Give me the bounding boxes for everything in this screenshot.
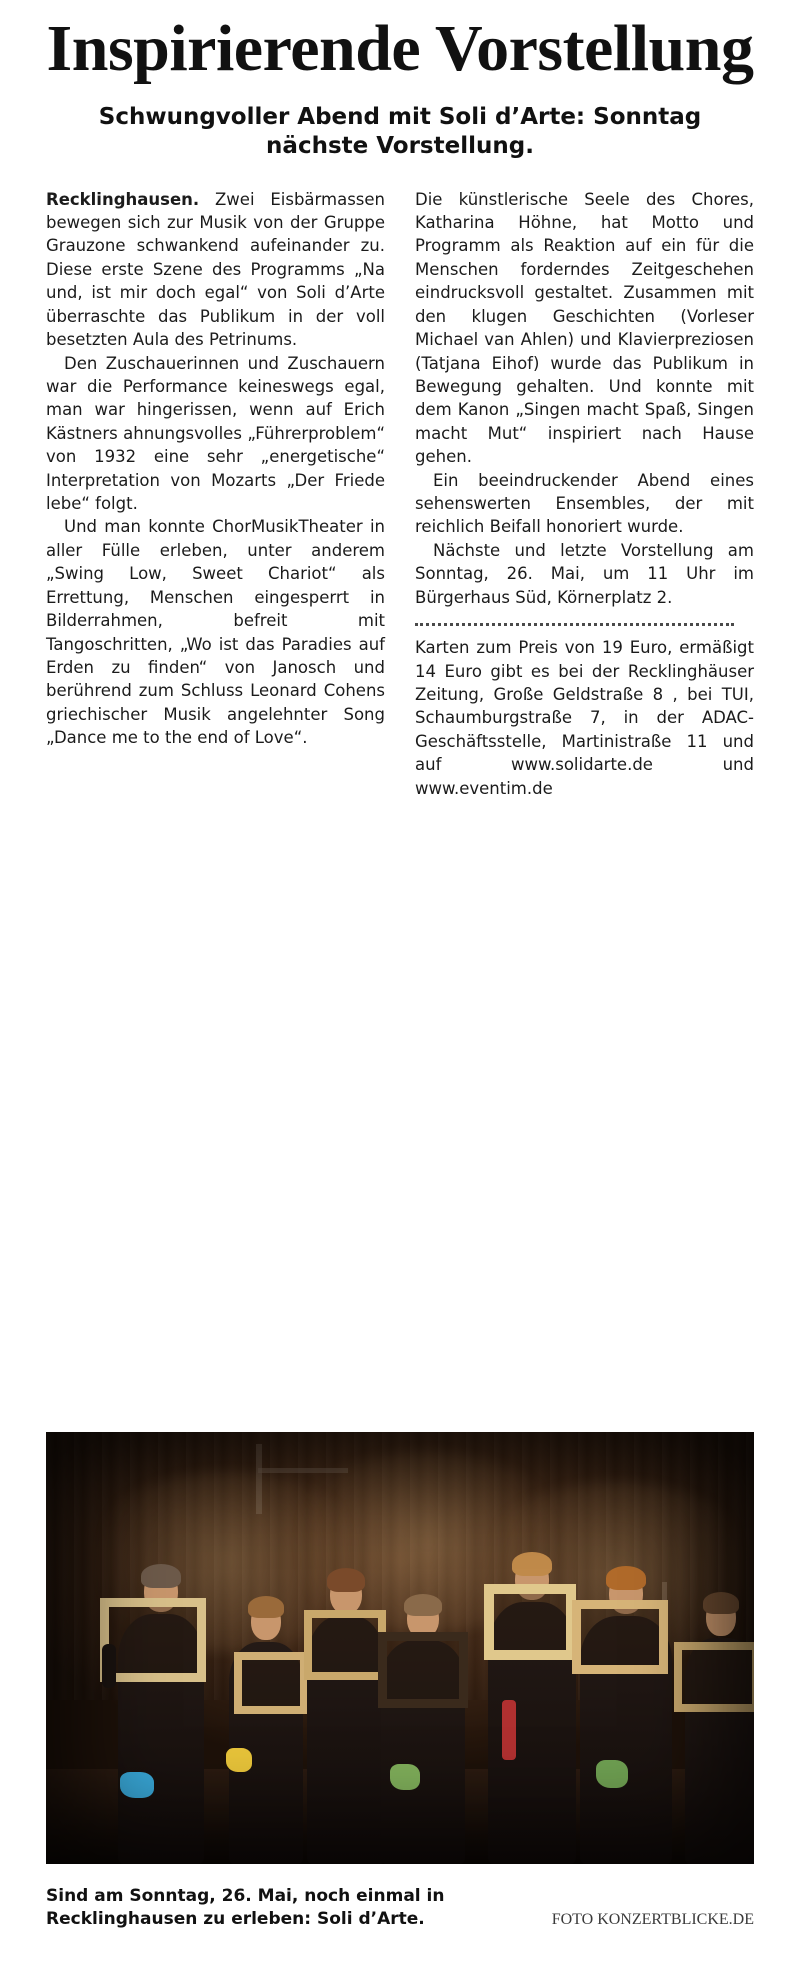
page-title: Inspirierende Vorstellung (46, 12, 754, 85)
photo-yellow-prop (226, 1748, 252, 1772)
article-subheadline: Schwungvoller Abend mit Soli d’Arte: Sonntag nächste Vorstellung. (98, 103, 702, 160)
paragraph-right-2: Ein beeindruckender Abend eines sehenswerten Ensembles, der mit reichlich Beifall honoriert wurde. (415, 470, 754, 537)
photo-picture-frame (378, 1632, 468, 1708)
photo-performer-hair (512, 1552, 552, 1576)
divider (415, 623, 734, 626)
paragraph-right-1: Die künstlerische Seele des Chores, Katharina Höhne, hat Motto und Programm als Reaktion auf ein für die Menschen forderndes Zeitgeschehen eindrucksvoll gestaltet. Zusammen mit den klugen Geschichten (Vorleser Michael van Ahlen) und Klavierpreziosen (Tatjana Eihof) wurde das Publikum in Bewegung gehalten. Und konnte mit dem Kanon „Singen macht Spaß, Singen macht Mut“ inspiriert nach Hause gehen. (415, 189, 754, 467)
paragraph-left-1-text: Zwei Eisbärmassen bewegen sich zur Musik von der Gruppe Grauzone schwankend aufeinander zu. Diese erste Szene des Programms „Na und, ist mir doch egal“ von Soli d’Arte überraschte das Publikum in der voll besetzten Aula des Petrinums. (46, 189, 386, 350)
paragraph-left-1 (46, 188, 385, 352)
photo-performer (368, 1564, 478, 1864)
article-columns (36, 188, 764, 801)
photo-performer-hair (404, 1594, 442, 1616)
dateline: Recklinghausen. (46, 189, 200, 209)
paragraph-right-3: Nächste und letzte Vorstellung am Sonntag, 26. Mai, um 11 Uhr im Bürgerhaus Süd, Körnerplatz 2. (415, 540, 754, 607)
article-column-right (415, 188, 754, 801)
photo-caption: Sind am Sonntag, 26. Mai, noch einmal in Recklinghausen zu erleben: Soli d’Arte. (46, 1886, 445, 1929)
photo-performer-hair (141, 1564, 181, 1588)
photo-performer (106, 1534, 216, 1864)
photo-performer-hair (327, 1568, 365, 1592)
photo-red-prop (502, 1700, 516, 1760)
photo-performer-arm (102, 1644, 116, 1688)
photo-performer-hair (606, 1566, 646, 1590)
photo-caption-block (46, 1885, 754, 1931)
photo-picture-frame (484, 1584, 576, 1660)
article-column-left (46, 188, 385, 801)
photo-performer (566, 1534, 686, 1864)
photo-credit: FOTO KONZERTBLICKE.DE (551, 1910, 754, 1928)
ticket-info-box: Karten zum Preis von 19 Euro, ermäßigt 14 Euro gibt es bei der Recklinghäuser Zeitung, Große Geldstraße 8 , bei TUI, Schaumburgstraße 7, in der ADAC-Geschäftsstelle, Martinistraße 11 und auf www.solidarte.de und www.eventim.de (415, 638, 754, 798)
paragraph-left-2: Den Zuschauerinnen und Zuschauern war die Performance keineswegs egal, man war hingerissen, wenn auf Erich Kästners ahnungsvolles „Führerproblem“ von 1932 eine sehr „energetische“ Interpretation von Mozarts „Der Friede lebe“ folgt. (46, 353, 385, 514)
photo-performer (676, 1564, 754, 1864)
photo-picture-frame (674, 1642, 754, 1712)
photo-green-prop (596, 1760, 628, 1788)
photo-performer-hair (248, 1596, 284, 1618)
photo-blue-prop (120, 1772, 154, 1798)
photo-performer-hair (703, 1592, 739, 1614)
article-photo (46, 1432, 754, 1864)
photo-green-prop (390, 1764, 420, 1790)
article-body (36, 0, 764, 800)
paragraph-left-3: Und man konnte ChorMusikTheater in aller Fülle erleben, unter anderem „Swing Low, Sweet Chariot“ als Errettung, Menschen eingesperrt in Bilderrahmen, befreit mit Tangoschritten, „Wo ist das Paradies auf Erden zu finden“ von Janosch und berührend zum Schluss Leonard Cohens griechischer Musik angelehnter Song „Dance me to the end of Love“. (46, 517, 385, 748)
photo-picture-frame (572, 1600, 668, 1674)
